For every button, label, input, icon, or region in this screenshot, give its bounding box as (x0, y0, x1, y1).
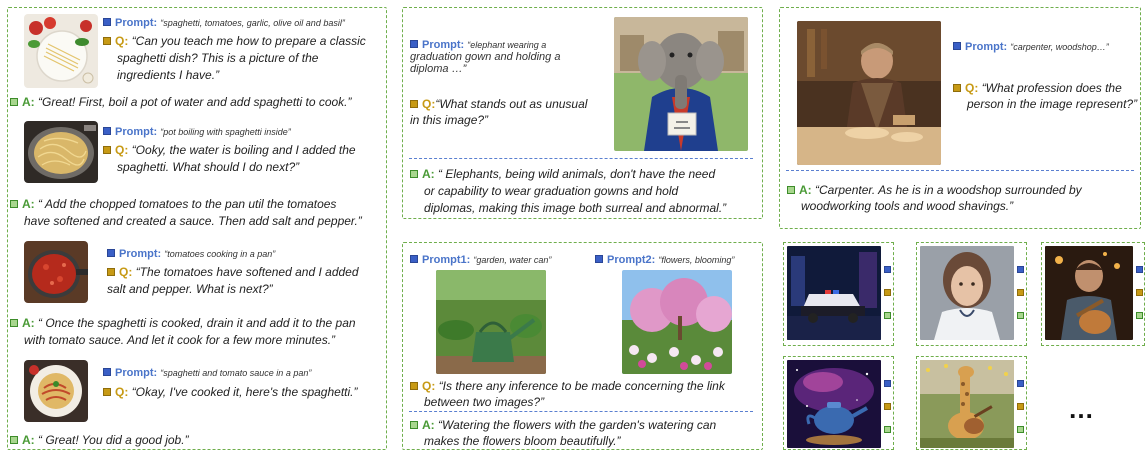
step2-answer-line2: have softened and created a sauce. Then add salt and pepper.” (24, 214, 362, 228)
step1-answer: A: “Great! First, boil a pot of water and add spaghetti to cook.” (10, 94, 352, 110)
step2-question-line2: spaghetti. What should I do next?” (117, 160, 300, 174)
elephant-prompt-line3: diploma …” (410, 63, 467, 75)
prompt-square-icon (1017, 380, 1024, 387)
prompt-square-icon (410, 40, 418, 48)
elephant-prompt-line2: graduation gown and holding a (410, 51, 561, 63)
answer-square-icon (10, 319, 18, 327)
prompt-square-icon (595, 255, 603, 263)
prompt-square-icon (103, 127, 111, 135)
step3-question-line2: salt and pepper. What is next?” (107, 282, 273, 296)
answer-square-icon (10, 436, 18, 444)
step1-question-line2: spaghetti dish? This is a picture of the (117, 51, 319, 65)
question-square-icon (884, 403, 891, 410)
pot-boiling-image (24, 121, 98, 183)
question-square-icon (103, 388, 111, 396)
answer-square-icon (787, 186, 795, 194)
prompt-square-icon (953, 42, 961, 50)
answer-square-icon (1136, 312, 1143, 319)
prompt-square-icon (884, 380, 891, 387)
garden-question: Q: “Is there any inference to be made concerning the link (410, 378, 725, 394)
carpenter-woodshop-image (797, 21, 941, 165)
question-square-icon (103, 37, 111, 45)
police-car-night-image (787, 246, 881, 340)
garden-separator (409, 411, 753, 412)
question-square-icon (103, 146, 111, 154)
blooming-flowers-image (622, 270, 732, 374)
elephant-separator (409, 158, 753, 159)
question-square-icon (1017, 289, 1024, 296)
prompt-square-icon (1017, 266, 1024, 273)
step3-answer-line2: with tomato sauce. And let it cook for a few more minutes.” (24, 333, 336, 347)
carpenter-question-line2: person in the image represent?” (967, 97, 1138, 111)
spaghetti-dish-image (24, 360, 88, 422)
prompt-square-icon (1136, 266, 1143, 273)
question-square-icon (410, 382, 418, 390)
elephant-question: Q:“What stands out as unusual (410, 96, 587, 112)
step3-prompt: Prompt: “tomatoes cooking in a pan” (107, 247, 275, 261)
answer-square-icon (1017, 312, 1024, 319)
answer-square-icon (410, 421, 418, 429)
step1-question-line3: ingredients I have.” (117, 68, 220, 82)
step4-answer: A: “ Great! You did a good job.” (10, 432, 189, 448)
question-square-icon (953, 84, 961, 92)
step1-prompt: Prompt: “spaghetti, tomatoes, garlic, olive oil and basil” (103, 16, 345, 30)
guitarist-image (1045, 246, 1133, 340)
elephant-answer: A: “ Elephants, being wild animals, don't have the need (410, 166, 715, 182)
nurse-portrait-image (920, 246, 1014, 340)
garden-question-line2: between two images?” (424, 395, 545, 409)
step1-question: Q: “Can you teach me how to prepare a classic (103, 33, 383, 49)
step3-question: Q: “The tomatoes have softened and I added (107, 264, 383, 280)
elephant-answer-line2: or capability to wear graduation gowns and hold (424, 184, 679, 198)
giraffe-guitar-image (920, 360, 1014, 448)
step2-answer: A: “ Add the chopped tomatoes to the pan util the tomatoes (10, 196, 336, 212)
step2-prompt: Prompt: “pot boiling with spaghetti inside” (103, 125, 291, 139)
answer-square-icon (1017, 426, 1024, 433)
prompt-square-icon (884, 266, 891, 273)
teapot-galaxy-image (787, 360, 881, 448)
elephant-question-line2: in this image?” (410, 113, 489, 127)
question-square-icon (107, 268, 115, 276)
carpenter-separator (786, 170, 1134, 171)
tomatoes-in-pan-image (24, 241, 88, 303)
garden-answer: A: “Watering the flowers with the garden's watering can (410, 417, 716, 433)
carpenter-question: Q: “What profession does the (953, 80, 1122, 96)
answer-square-icon (884, 426, 891, 433)
question-square-icon (884, 289, 891, 296)
question-square-icon (410, 100, 418, 108)
garden-answer-line2: makes the flowers bloom beautifully.” (424, 434, 621, 448)
step4-prompt: Prompt: “spaghetti and tomato sauce in a pan” (103, 366, 311, 380)
carpenter-answer: A: “Carpenter. As he is in a woodshop surrounded by (787, 182, 1082, 198)
answer-square-icon (884, 312, 891, 319)
elephant-answer-line3: diplomas, making this image both surreal and abnormal.” (424, 201, 727, 215)
garden-watering-can-image (436, 270, 546, 374)
elephant-graduation-image (614, 17, 748, 151)
prompt-square-icon (103, 18, 111, 26)
answer-square-icon (10, 200, 18, 208)
garden-prompt1: Prompt1: “garden, water can” (410, 253, 551, 267)
prompt-square-icon (107, 249, 115, 257)
gallery-ellipsis: … (1068, 394, 1095, 424)
prompt-square-icon (103, 368, 111, 376)
prompt-square-icon (410, 255, 418, 263)
carpenter-answer-line2: woodworking tools and wood shavings.” (801, 199, 1014, 213)
step2-question: Q: “Ooky, the water is boiling and I added the (103, 142, 383, 158)
spaghetti-ingredients-image (24, 14, 98, 88)
answer-square-icon (410, 170, 418, 178)
elephant-prompt: Prompt: “elephant wearing a (410, 38, 546, 52)
question-square-icon (1017, 403, 1024, 410)
garden-prompt2: Prompt2: “flowers, blooming” (595, 253, 734, 267)
step4-question: Q: “Okay, I've cooked it, here's the spaghetti.” (103, 384, 358, 400)
question-square-icon (1136, 289, 1143, 296)
step3-answer: A: “ Once the spaghetti is cooked, drain it and add it to the pan (10, 315, 356, 331)
carpenter-prompt: Prompt: “carpenter, woodshop…” (953, 40, 1109, 54)
answer-square-icon (10, 98, 18, 106)
